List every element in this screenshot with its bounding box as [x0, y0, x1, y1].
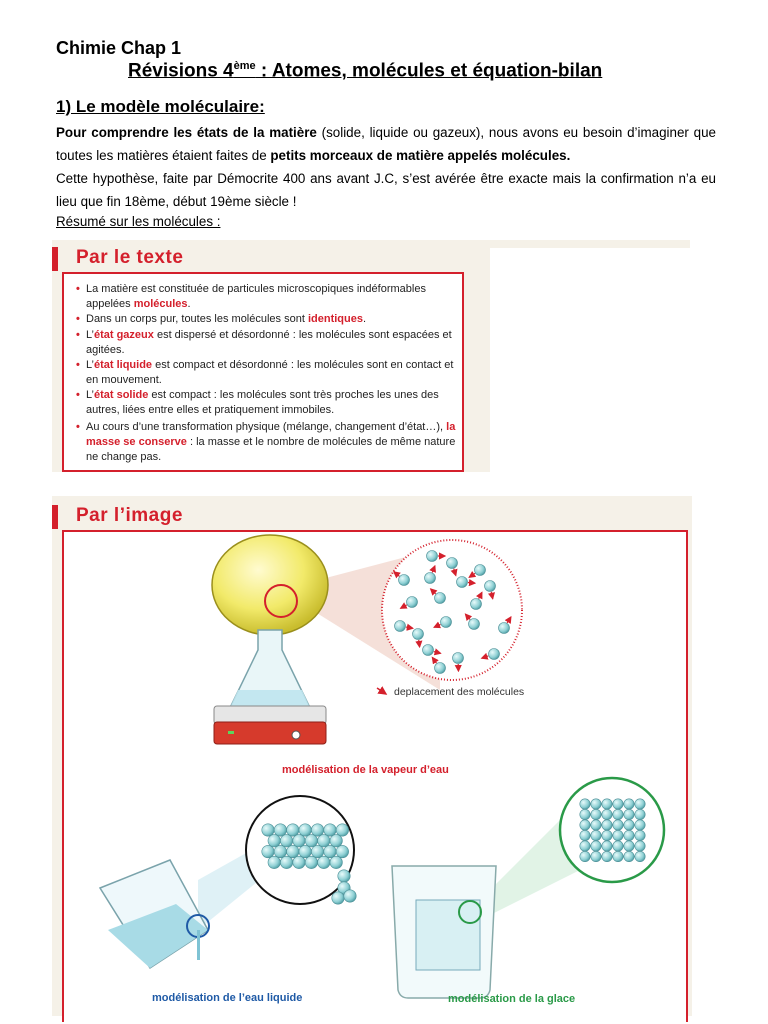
molecule [613, 841, 623, 851]
motion-arrow [419, 640, 420, 647]
par-image-heading: Par l’image [76, 505, 183, 526]
molecule [274, 845, 286, 857]
hotplate-top [214, 706, 326, 724]
molecule [580, 809, 590, 819]
title-post: : Atomes, molécules et équation-bilan [255, 60, 603, 82]
molecule [624, 799, 634, 809]
molecule [635, 841, 645, 851]
bullet-text-part: est compact et désordonné : les molécules sont en contact et en mouvement. [86, 359, 454, 386]
molecule [447, 558, 458, 569]
molecule [591, 809, 601, 819]
molecule [441, 617, 452, 628]
resume-label: Résumé sur les molécules : [56, 214, 221, 229]
motion-arrow [468, 583, 475, 584]
bullet-dot: • [76, 389, 80, 401]
bullet-dot: • [76, 421, 80, 433]
molecule [624, 820, 634, 830]
molecule [413, 629, 424, 640]
caption-vapeur: modélisation de la vapeur d’eau [282, 764, 449, 776]
molecule [318, 856, 330, 868]
bullet-dot: • [76, 283, 80, 295]
bullet-dot: • [76, 313, 80, 325]
molecule [423, 645, 434, 656]
molecule [425, 573, 436, 584]
intro-mid: (solide, liquide ou gazeux), nous avons eu besoin d’imaginer que toutes les matières étaient faites de [56, 125, 716, 163]
molecule [293, 856, 305, 868]
molecule [613, 830, 623, 840]
molecule [499, 623, 510, 634]
molecule [613, 820, 623, 830]
molecule [591, 841, 601, 851]
molecule [485, 581, 496, 592]
par-texte-heading: Par le texte [76, 247, 184, 268]
bullet-keyword: état solide [93, 389, 149, 401]
molecule [336, 845, 348, 857]
molecule [287, 845, 299, 857]
molecule [344, 890, 356, 902]
bullet-keyword: la masse se conserve [86, 421, 456, 448]
molecule [453, 653, 464, 664]
molecule [457, 577, 468, 588]
bullet-text-part: L’ [86, 329, 94, 341]
bullet-keyword: état gazeux [93, 329, 154, 341]
molecule [580, 799, 590, 809]
title-sup: ème [233, 60, 256, 72]
molecule [580, 841, 590, 851]
bullet-text-part: est compact : les molécules sont très proches les unes des autres, liées entre elles et pratiquement immobiles. [86, 389, 439, 416]
molecule [624, 830, 634, 840]
molecule [305, 856, 317, 868]
caption-glace: modélisation de la glace [448, 993, 576, 1005]
molecule [435, 663, 446, 674]
hotplate-light [228, 731, 234, 734]
molecule [602, 809, 612, 819]
bullet-keyword: molécules [133, 298, 188, 310]
molecule [469, 619, 480, 630]
molecule [471, 599, 482, 610]
molecule [580, 820, 590, 830]
intro-bold-2: petits morceaux de matière appelés molécules. [270, 148, 571, 163]
zoom-circle-ice [560, 778, 664, 882]
caption-liquide: modélisation de l’eau liquide [152, 992, 303, 1004]
intro-bold-1: Pour comprendre les états de la matière [56, 125, 317, 140]
molecule [332, 892, 344, 904]
bullet-keyword: identiques [307, 313, 363, 325]
molecule [262, 824, 274, 836]
molecule [475, 565, 486, 576]
molecule [624, 851, 634, 861]
section-title: 1) Le modèle moléculaire: [56, 97, 265, 116]
molecule [280, 835, 292, 847]
molecule [489, 649, 500, 660]
bullet-dot: • [76, 329, 80, 341]
molecule [580, 830, 590, 840]
molecule [602, 820, 612, 830]
molecule [311, 845, 323, 857]
molecule [299, 824, 311, 836]
molecule [299, 845, 311, 857]
molecule [338, 870, 350, 882]
molecule [427, 551, 438, 562]
bullet-text-part: Au cours d’une transformation physique (mélange, changement d’état…), [86, 421, 447, 433]
hotplate-knob [292, 731, 300, 739]
molecule [580, 851, 590, 861]
molecule [407, 597, 418, 608]
bullet-text-part: est dispersé et désordonné : les molécules sont espacées et agitées. [86, 329, 452, 356]
molecule [311, 824, 323, 836]
liquid-stream [197, 930, 200, 960]
molecule [280, 856, 292, 868]
molecule [613, 809, 623, 819]
bullet-text-part: La matière est constituée de particules microscopiques indéformables appelées [86, 283, 426, 310]
molecule [274, 824, 286, 836]
molecule [602, 799, 612, 809]
molecule [262, 845, 274, 857]
title-pre: Révisions 4 [128, 60, 234, 82]
legend-label: deplacement des molécules [394, 686, 525, 698]
molecule [324, 845, 336, 857]
molecule [635, 799, 645, 809]
molecule [591, 851, 601, 861]
molecule [635, 809, 645, 819]
molecule [624, 809, 634, 819]
molecule [602, 830, 612, 840]
molecule [293, 835, 305, 847]
bullet-text-part: : la masse et le nombre de molécules de même nature ne change pas. [86, 436, 456, 463]
molecule [324, 824, 336, 836]
molecule [635, 820, 645, 830]
bullet-dot: • [76, 359, 80, 371]
molecule [602, 841, 612, 851]
molecule [330, 835, 342, 847]
molecule [330, 856, 342, 868]
molecule [591, 799, 601, 809]
molecule [395, 621, 406, 632]
bullet-text-part: L’ [86, 389, 94, 401]
molecule [613, 851, 623, 861]
intro-paragraph-2: Cette hypothèse, faite par Démocrite 400 ans avant J.C, s’est avérée être exacte mais la confirmation n’a eu lieu que fin 18ème, début 19ème siècle ! [56, 171, 716, 209]
bullet-text-part: Dans un corps pur, toutes les molécules sont [86, 313, 308, 325]
molecule [268, 856, 280, 868]
molecule [602, 851, 612, 861]
molecule [624, 841, 634, 851]
molecule [591, 830, 601, 840]
molecule [336, 824, 348, 836]
bullet-text-part: L’ [86, 359, 94, 371]
chapter-label: Chimie Chap 1 [56, 38, 182, 58]
molecule [399, 575, 410, 586]
legend-arrow [377, 688, 386, 694]
molecule [287, 824, 299, 836]
molecule [635, 830, 645, 840]
molecule [635, 851, 645, 861]
bullet-text-part: . [362, 313, 367, 325]
molecule [268, 835, 280, 847]
molecule [318, 835, 330, 847]
molecule [305, 835, 317, 847]
molecule [591, 820, 601, 830]
balloon-flask [212, 535, 328, 635]
molecule [435, 593, 446, 604]
bullet-text-part: . [187, 298, 191, 310]
bullet-keyword: état liquide [93, 359, 153, 371]
molecule [613, 799, 623, 809]
ice-block [416, 900, 480, 970]
